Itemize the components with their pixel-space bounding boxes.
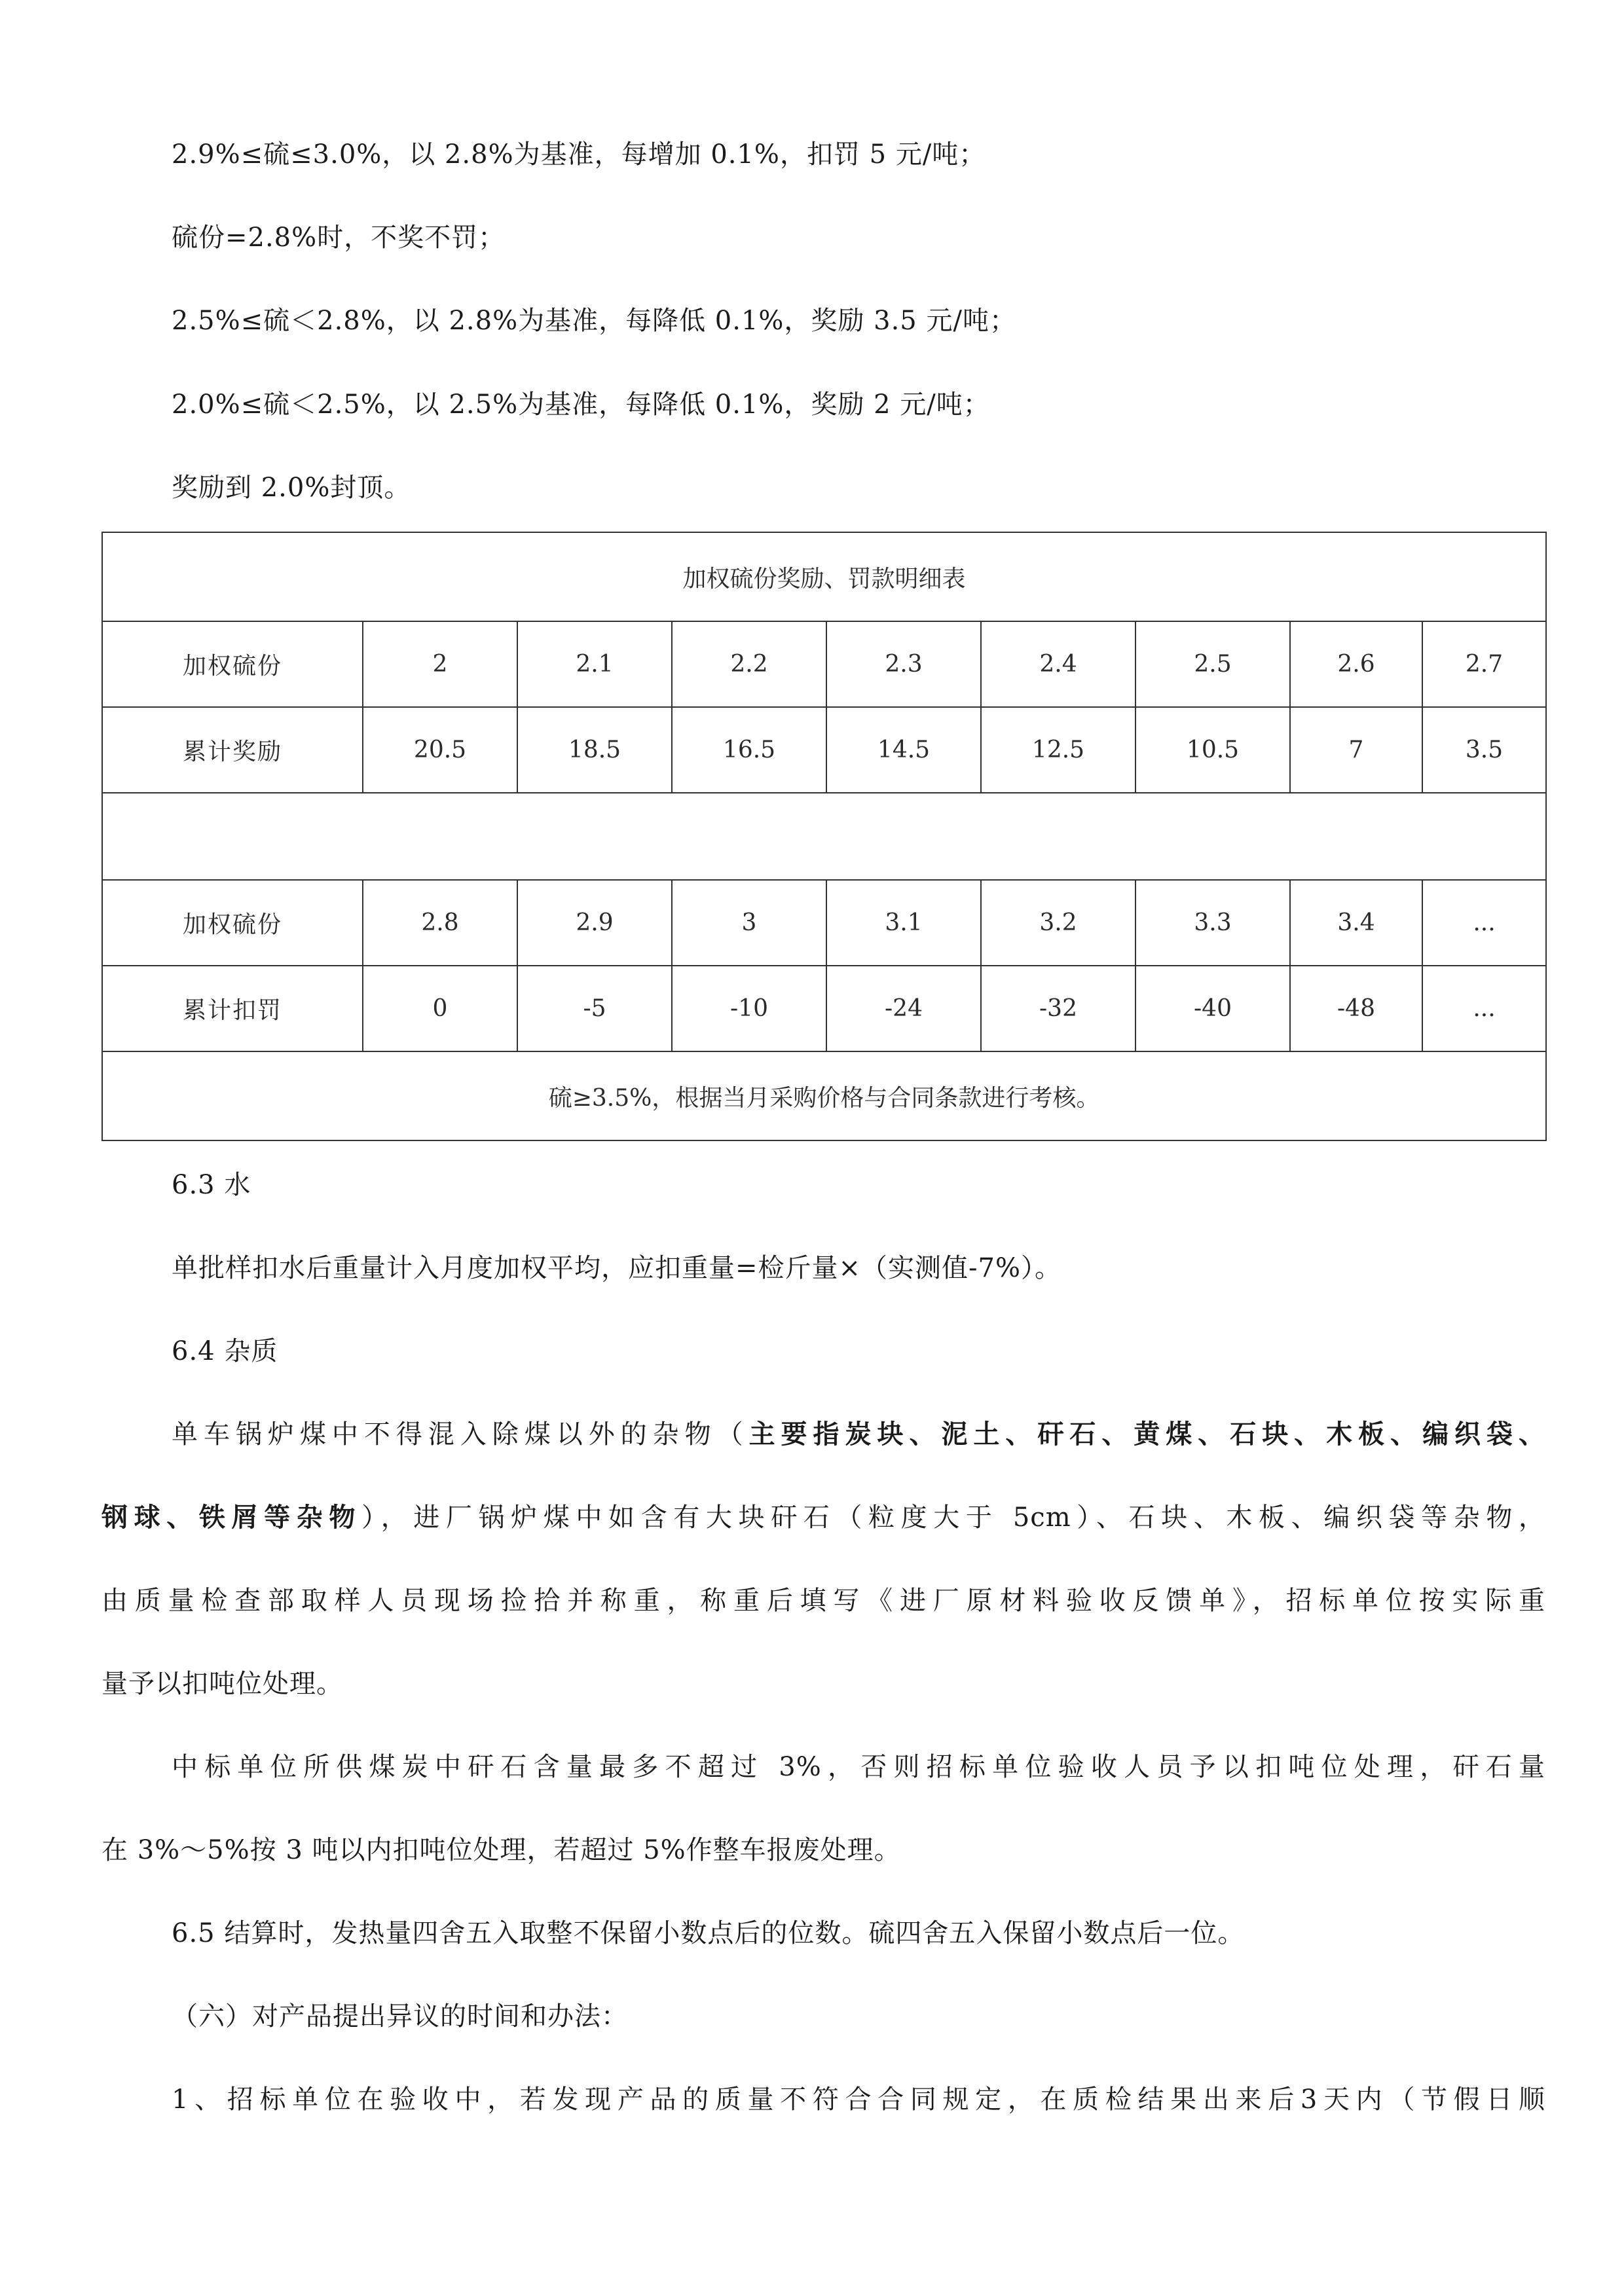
table-row [102, 621, 1546, 707]
table-cell: 2.5 [1135, 621, 1290, 707]
section-6-3-body: 单批样扣水后重量计入月度加权平均，应扣重量=检斤量×（实测值-7%）。 [172, 1253, 1062, 1283]
table-row [102, 880, 1546, 966]
section-6-4-p1-line4: 量予以扣吨位处理。 [101, 1669, 343, 1699]
table-cell: 3.1 [826, 880, 981, 966]
rule-line-3: 2.5%≤硫＜2.8%，以 2.8%为基准，每降低 0.1%，奖励 3.5 元/吨； [172, 306, 1016, 336]
table-cell: 14.5 [826, 707, 981, 793]
table-cell: -40 [1135, 966, 1290, 1051]
row-label-penalty-sulfur: 加权硫份 [102, 880, 363, 966]
row-label-reward-sulfur: 加权硫份 [102, 621, 363, 707]
table-cell: 2 [363, 621, 517, 707]
table-cell: 2.4 [981, 621, 1135, 707]
p1-bold-a: 主要指炭块、泥土、矸石、黄煤、石块、木板、编织袋、 [748, 1419, 1546, 1449]
section-6-4-p1-line3: 由质量检查部取样人员现场捡拾并称重，称重后填写《进厂原材料验收反馈单》，招标单位按实际重 [101, 1586, 1545, 1616]
table-caption-row [102, 532, 1546, 621]
table-cell: 2.2 [672, 621, 826, 707]
table-cell: 20.5 [363, 707, 517, 793]
rule-line-4: 2.0%≤硫＜2.5%，以 2.5%为基准，每降低 0.1%，奖励 2 元/吨； [172, 390, 990, 420]
table-cell: -10 [672, 966, 826, 1051]
table-cell: 3 [672, 880, 826, 966]
p1-intro: 单车锅炉煤中不得混入除煤以外的杂物（ [172, 1419, 749, 1449]
table-cell: 3.4 [1290, 880, 1422, 966]
table-cell: 12.5 [981, 707, 1135, 793]
section-vi-heading: （六）对产品提出异议的时间和办法： [172, 2001, 628, 2032]
table-note-row [102, 1051, 1546, 1140]
table-note: 硫≥3.5%，根据当月采购价格与合同条款进行考核。 [102, 1051, 1546, 1140]
section-6-4-p2-line1: 中标单位所供煤炭中矸石含量最多不超过 3%，否则招标单位验收人员予以扣吨位处理，矸石量 [172, 1752, 1545, 1782]
table-cell: 10.5 [1135, 707, 1290, 793]
table-cell: 3.2 [981, 880, 1135, 966]
table-row [102, 707, 1546, 793]
blank-cell [102, 793, 1546, 880]
rule-line-2: 硫份=2.8%时，不奖不罚； [172, 223, 506, 253]
table-cell: 2.1 [517, 621, 672, 707]
table-cell: ... [1422, 966, 1546, 1051]
table-cell: -5 [517, 966, 672, 1051]
row-label-reward: 累计奖励 [102, 707, 363, 793]
table-cell: 3.5 [1422, 707, 1546, 793]
table-cell: -24 [826, 966, 981, 1051]
table-cell: ... [1422, 880, 1546, 966]
sulfur-detail-table [101, 532, 1547, 1141]
section-6-4-p1-line1 [172, 1415, 1545, 1454]
table-blank-row [102, 793, 1546, 880]
table-caption: 加权硫份奖励、罚款明细表 [102, 532, 1546, 621]
table-cell: 7 [1290, 707, 1422, 793]
section-vi-item-1: 1、招标单位在验收中，若发现产品的质量不符合合同规定，在质检结果出来后3天内（节假日顺 [172, 2085, 1545, 2115]
section-6-4-p1-line2 [101, 1498, 1545, 1537]
section-6-4-heading: 6.4 杂质 [172, 1336, 278, 1366]
table-cell: 2.3 [826, 621, 981, 707]
section-6-4-p2-line2: 在 3%～5%按 3 吨以内扣吨位处理，若超过 5%作整车报废处理。 [101, 1835, 901, 1865]
table-cell: 2.6 [1290, 621, 1422, 707]
table-cell: 3.3 [1135, 880, 1290, 966]
section-6-5-text: 6.5 结算时，发热量四舍五入取整不保留小数点后的位数。硫四舍五入保留小数点后一位。 [172, 1918, 1245, 1948]
table-cell: 2.7 [1422, 621, 1546, 707]
table-row [102, 966, 1546, 1051]
table-cell: -32 [981, 966, 1135, 1051]
p1-rest: ），进厂锅炉煤中如含有大块矸石（粒度大于 5cm）、石块、木板、编织袋等杂物， [361, 1503, 1545, 1533]
section-6-3-heading: 6.3 水 [172, 1170, 251, 1200]
table-cell: 16.5 [672, 707, 826, 793]
p1-bold-b: 钢球、铁屑等杂物 [101, 1502, 361, 1533]
table-cell: 0 [363, 966, 517, 1051]
rule-line-5: 奖励到 2.0%封顶。 [172, 473, 411, 503]
table-cell: 18.5 [517, 707, 672, 793]
rule-line-1: 2.9%≤硫≤3.0%，以 2.8%为基准，每增加 0.1%，扣罚 5 元/吨； [172, 139, 986, 170]
table-cell: -48 [1290, 966, 1422, 1051]
row-label-penalty: 累计扣罚 [102, 966, 363, 1051]
table-cell: 2.8 [363, 880, 517, 966]
table-cell: 2.9 [517, 880, 672, 966]
